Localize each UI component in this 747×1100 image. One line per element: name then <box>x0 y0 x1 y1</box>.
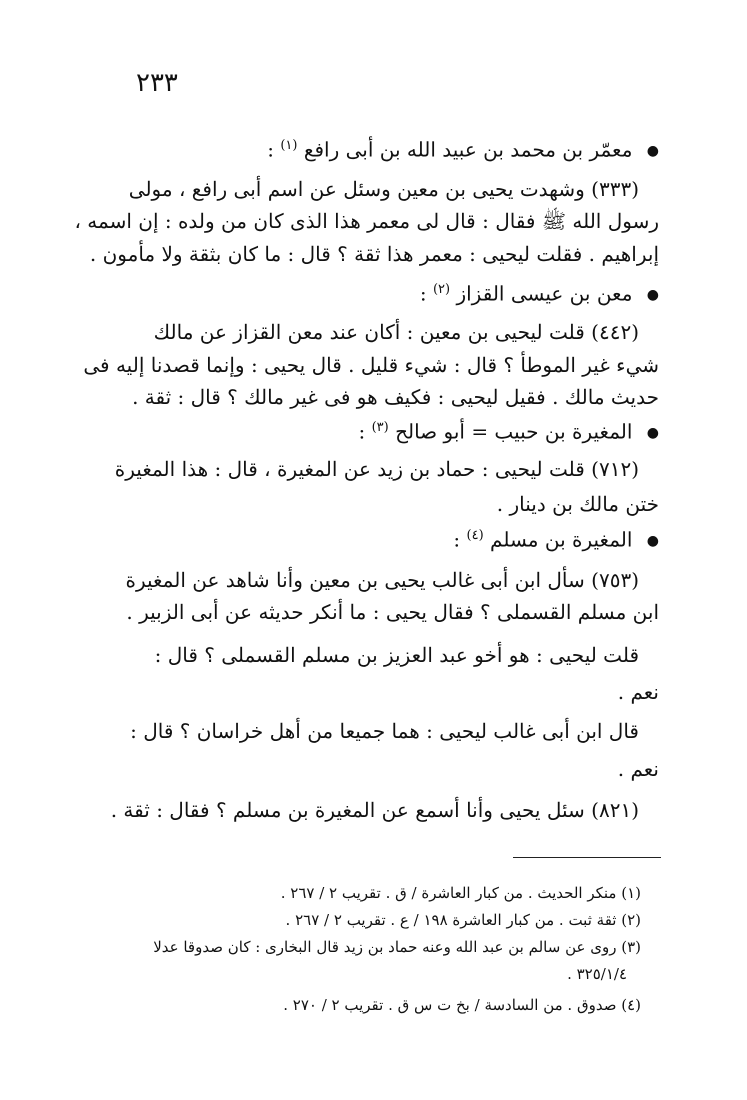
page-number: ٢٣٣ <box>136 68 178 98</box>
footnote-4: (٤) صدوق . من السادسة / بخ ت س ق . تقريب ٢ / ٢٧٠ . <box>283 996 641 1014</box>
paragraph-line: قال ابن أبى غالب ليحيى : هما جميعا من أهل خراسان ؟ قال : <box>130 719 639 743</box>
paragraph-line: (٨٢١) سئل يحيى وأنا أسمع عن المغيرة بن مسلم ؟ فقال : ثقة . <box>110 798 639 822</box>
paragraph-line: رسول الله ﷺ فقال : قال لى معمر هذا الذى كان من ولده : إن اسمه ، <box>74 209 659 233</box>
heading-colon: : <box>419 281 427 306</box>
entry-heading-text: المغيرة بن مسلم <box>490 527 633 552</box>
heading-colon: : <box>453 527 461 552</box>
paragraph-line: نعم . <box>617 680 659 704</box>
heading-colon: : <box>358 419 366 444</box>
entry-heading-mughira-muslim <box>92 522 659 555</box>
paragraph-line: شيء غير الموطأ ؟ قال : شيء قليل . قال يحيى : وإنما قصدنا إليه فى <box>83 353 659 377</box>
footnote-2: (٢) ثقة ثبت . من كبار العاشرة ١٩٨ / ع . تقريب ٢ / ٢٦٧ . <box>285 911 641 929</box>
heading-colon: : <box>267 137 274 162</box>
paragraph-line: ابن مسلم القسملى ؟ فقال يحيى : ما أنكر حديثه عن أبى الزبير . <box>126 600 659 624</box>
footnote-divider <box>513 857 661 858</box>
entry-heading-muammar <box>92 132 659 165</box>
entry-heading-mughira-habib <box>92 414 659 447</box>
paragraph-line: إبراهيم . فقلت ليحيى : معمر هذا ثقة ؟ قال : ما كان بثقة ولا مأمون . <box>89 242 659 266</box>
footnote-3-continued: ٣٢٥/١/٤ . <box>567 965 627 983</box>
footnote-3: (٣) روى عن سالم بن عبد الله وعنه حماد بن زيد قال البخارى : كان صدوقا عدلا <box>153 938 641 956</box>
footnote-marker: (١) <box>280 138 298 153</box>
paragraph-line: نعم . <box>617 757 659 781</box>
entry-heading-text: معن بن عيسى القزاز <box>456 281 633 306</box>
paragraph-line: (٤٤٢) قلت ليحيى بن معين : أكان عند معن القزاز عن مالك <box>153 320 639 344</box>
entry-heading-text: المغيرة بن حبيب = أبو صالح <box>395 419 633 444</box>
paragraph-line: ختن مالك بن دينار . <box>496 492 659 516</box>
footnote-1: (١) منكر الحديث . من كبار العاشرة / ق . تقريب ٢ / ٢٦٧ . <box>280 884 641 902</box>
paragraph-line: قلت ليحيى : هو أخو عبد العزيز بن مسلم القسملى ؟ قال : <box>154 643 639 667</box>
entry-heading-maan <box>92 276 659 309</box>
paragraph-line: (٧١٢) قلت ليحيى : حماد بن زيد عن المغيرة ، قال : هذا المغيرة <box>114 457 639 481</box>
footnote-marker: (٤) <box>466 528 484 543</box>
entry-heading-text: معمّر بن محمد بن عبيد الله بن أبى رافع <box>303 137 633 162</box>
footnote-marker: (٣) <box>371 420 389 435</box>
footnote-marker: (٢) <box>432 282 451 297</box>
paragraph-line: (٧٥٣) سأل ابن أبى غالب يحيى بن معين وأنا شاهد عن المغيرة <box>125 568 639 592</box>
paragraph-line: (٣٣٣) وشهدت يحيى بن معين وسئل عن اسم أبى رافع ، مولى <box>128 177 639 201</box>
paragraph-line: حديث مالك . فقيل ليحيى : فكيف هو فى غير مالك ؟ قال : ثقة . <box>132 385 659 409</box>
